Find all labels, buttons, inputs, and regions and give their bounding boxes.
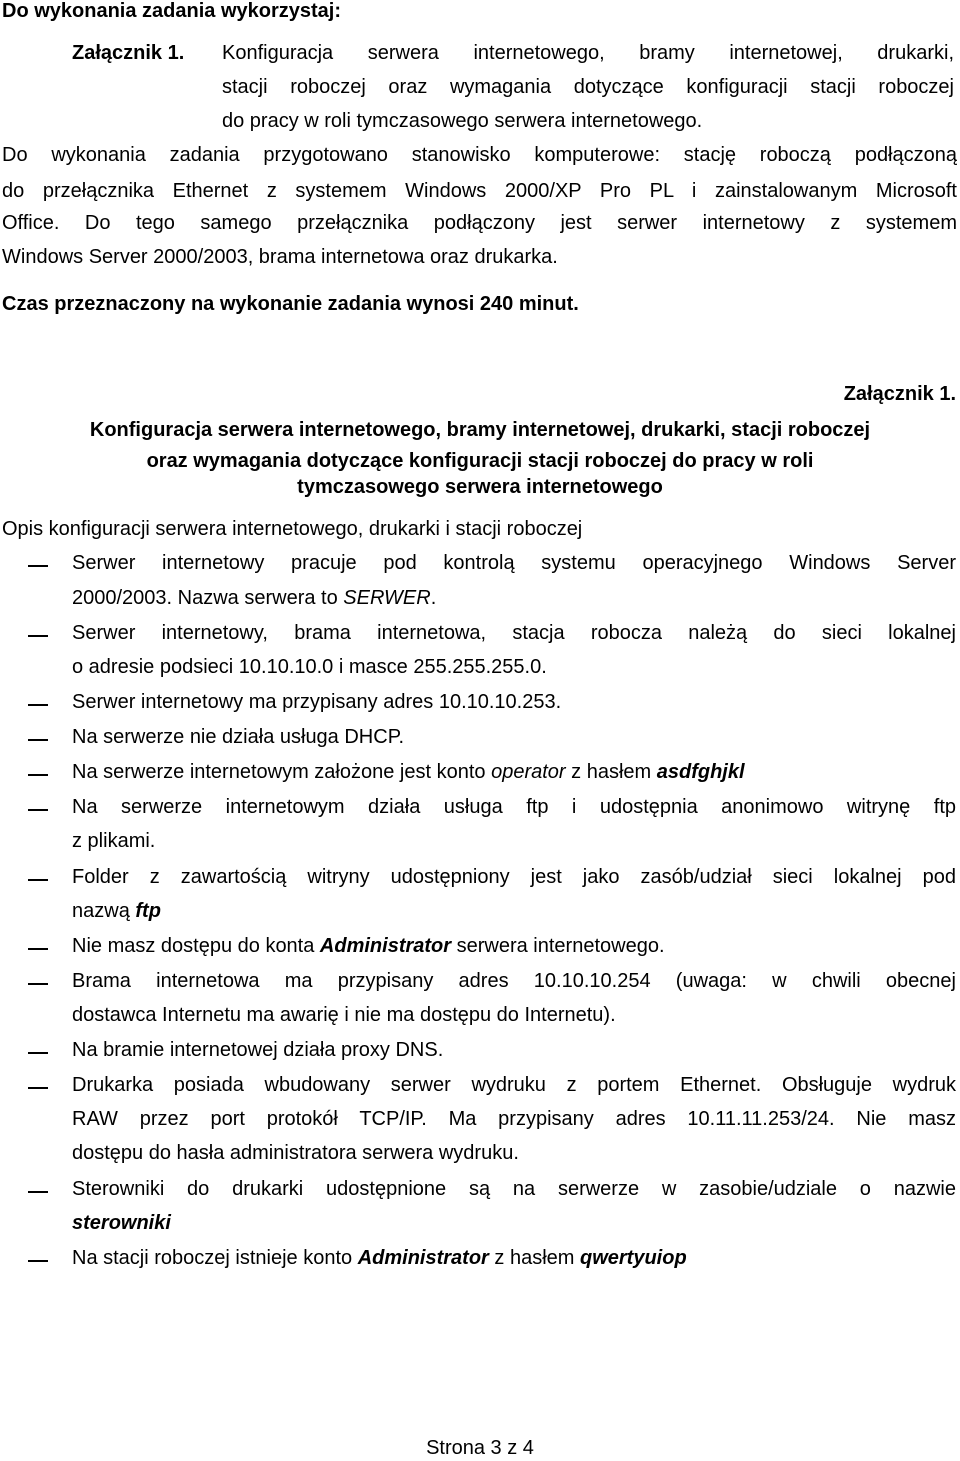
list-item-9-line-1: Brama internetowa ma przypisany adres 10.10.10.254 (uwaga: w chwili obecnej bbox=[72, 970, 956, 992]
attachment-subtitle: Opis konfiguracji serwera internetowego, drukarki i stacji roboczej bbox=[2, 518, 583, 540]
list-item-4: Na serwerze nie działa usługa DHCP. bbox=[72, 726, 405, 748]
intro-paragraph-line-2: do przełącznika Ethernet z systemem Windows 2000/XP Pro PL i zainstalowanym Microsoft bbox=[2, 180, 957, 202]
list-item-7-line-2: nazwą ftp bbox=[72, 900, 161, 922]
attachment-ref-line-2: stacji roboczej oraz wymagania dotyczące konfiguracji stacji roboczej bbox=[222, 76, 954, 98]
list-bullet bbox=[28, 739, 48, 741]
list-bullet bbox=[28, 774, 48, 776]
list-item-12-line-1: Sterowniki do drukarki udostępnione są na serwerze w zasobie/udziale o nazwie bbox=[72, 1178, 956, 1200]
list-item-6-line-2: z plikami. bbox=[72, 830, 156, 852]
list-item-11-line-3: dostępu do hasła administratora serwera wydruku. bbox=[72, 1142, 519, 1164]
list-bullet bbox=[28, 809, 48, 811]
attachment-ref-line-1: Konfiguracja serwera internetowego, bramy internetowej, drukarki, bbox=[222, 42, 954, 64]
list-bullet bbox=[28, 1052, 48, 1054]
list-bullet bbox=[28, 565, 48, 567]
list-bullet bbox=[28, 704, 48, 706]
list-bullet bbox=[28, 1087, 48, 1089]
list-bullet bbox=[28, 1260, 48, 1262]
list-item-1-line-2: 2000/2003. Nazwa serwera to SERWER. bbox=[72, 587, 437, 609]
list-item-2-line-1: Serwer internetowy, brama internetowa, stacja robocza należą do sieci lokalnej bbox=[72, 622, 956, 644]
list-item-12-line-2: sterowniki bbox=[72, 1212, 171, 1234]
list-bullet bbox=[28, 1191, 48, 1193]
list-item-6-line-1: Na serwerze internetowym działa usługa ftp i udostępnia anonimowo witrynę ftp bbox=[72, 796, 956, 818]
list-item-10: Na bramie internetowej działa proxy DNS. bbox=[72, 1039, 444, 1061]
list-item-1-line-1: Serwer internetowy pracuje pod kontrolą systemu operacyjnego Windows Server bbox=[72, 552, 956, 574]
attachment-ref-line-3: do pracy w roli tymczasowego serwera internetowego. bbox=[222, 110, 703, 132]
list-item-2-line-2: o adresie podsieci 10.10.10.0 i masce 255.255.255.0. bbox=[72, 656, 547, 678]
attachment-label: Załącznik 1. bbox=[843, 383, 956, 405]
attachment-title-line-1: Konfiguracja serwera internetowego, bramy internetowej, drukarki, stacji roboczej bbox=[89, 419, 871, 441]
intro-paragraph-line-4: Windows Server 2000/2003, brama internetowa oraz drukarka. bbox=[2, 246, 558, 268]
list-bullet bbox=[28, 879, 48, 881]
attachment-ref-label: Załącznik 1. bbox=[72, 42, 185, 64]
attachment-title-line-3: tymczasowego serwera internetowego bbox=[297, 476, 663, 498]
list-item-11-line-2: RAW przez port protokół TCP/IP. Ma przypisany adres 10.11.11.253/24. Nie masz bbox=[72, 1108, 956, 1130]
intro-paragraph-line-3: Office. Do tego samego przełącznika podłączony jest serwer internetowy z systemem bbox=[2, 212, 957, 234]
intro-heading: Do wykonania zadania wykorzystaj: bbox=[2, 0, 341, 22]
time-note: Czas przeznaczony na wykonanie zadania wynosi 240 minut. bbox=[2, 293, 579, 315]
list-item-13: Na stacji roboczej istnieje konto Administrator z hasłem qwertyuiop bbox=[72, 1247, 687, 1269]
list-item-8: Nie masz dostępu do konta Administrator serwera internetowego. bbox=[72, 935, 665, 957]
list-item-11-line-1: Drukarka posiada wbudowany serwer wydruku z portem Ethernet. Obsługuje wydruk bbox=[72, 1074, 956, 1096]
list-item-5: Na serwerze internetowym założone jest konto operator z hasłem asdfghjkl bbox=[72, 761, 745, 783]
list-item-3: Serwer internetowy ma przypisany adres 10.10.10.253. bbox=[72, 691, 562, 713]
list-item-9-line-2: dostawca Internetu ma awarię i nie ma dostępu do Internetu). bbox=[72, 1004, 616, 1026]
list-bullet bbox=[28, 635, 48, 637]
list-bullet bbox=[28, 948, 48, 950]
attachment-title-line-2: oraz wymagania dotyczące konfiguracji stacji roboczej do pracy w roli bbox=[146, 450, 814, 472]
list-item-7-line-1: Folder z zawartością witryny udostępniony jest jako zasób/udział sieci lokalnej pod bbox=[72, 866, 956, 888]
page-number: Strona 3 z 4 bbox=[426, 1437, 534, 1459]
intro-paragraph-line-1: Do wykonania zadania przygotowano stanowisko komputerowe: stację roboczą podłączoną bbox=[2, 144, 957, 166]
list-bullet bbox=[28, 983, 48, 985]
